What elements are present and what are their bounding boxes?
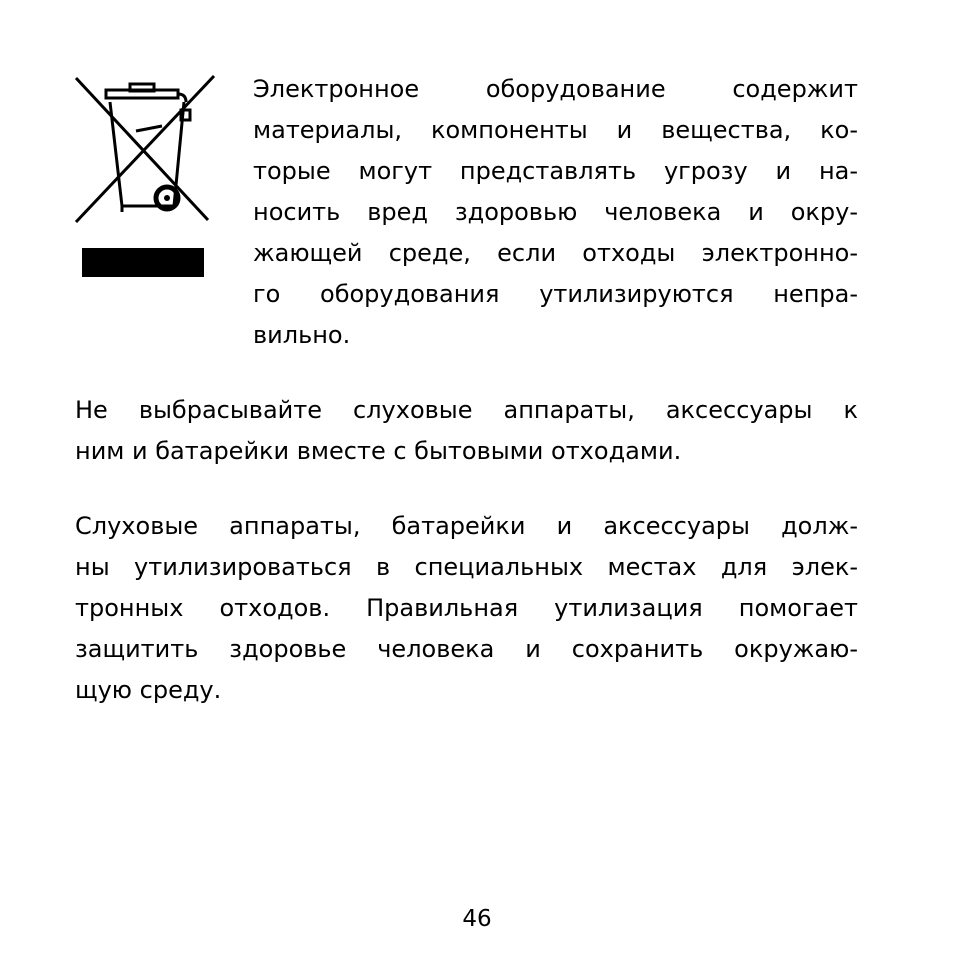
crossed-out-wheelie-bin-icon <box>70 72 220 282</box>
intro-line-2: материалы, компоненты и вещества, ко- <box>253 116 858 144</box>
paragraph1-line-1: Не выбрасывайте слуховые аппараты, аксессуары к <box>75 396 858 424</box>
paragraph2-line-5: щую среду. <box>75 676 222 704</box>
paragraph2-line-1: Слуховые аппараты, батарейки и аксессуары долж- <box>75 512 858 540</box>
intro-line-6: го оборудования утилизируются непра- <box>253 280 858 308</box>
black-bar <box>82 248 204 277</box>
page-number: 46 <box>462 906 492 932</box>
paragraph1-line-2: ним и батарейки вместе с бытовыми отходами. <box>75 437 682 465</box>
bin-slot <box>136 126 162 131</box>
paragraph2-line-4: защитить здоровье человека и сохранить окружаю- <box>75 635 858 663</box>
intro-line-1: Электронное оборудование содержит <box>253 75 858 103</box>
intro-line-5: жающей среде, если отходы электронно- <box>253 239 858 267</box>
paragraph2-line-2: ны утилизироваться в специальных местах для элек- <box>75 553 858 581</box>
weee-bin-symbol <box>70 72 220 282</box>
intro-line-7: вильно. <box>253 321 351 349</box>
intro-line-3: торые могут представлять угрозу и на- <box>253 157 858 185</box>
paragraph2-line-3: тронных отходов. Правильная утилизация помогает <box>75 594 858 622</box>
bin-wheel-hub <box>164 195 170 201</box>
bin-handle <box>130 84 154 91</box>
intro-line-4: носить вред здоровью человека и окру- <box>253 198 858 226</box>
